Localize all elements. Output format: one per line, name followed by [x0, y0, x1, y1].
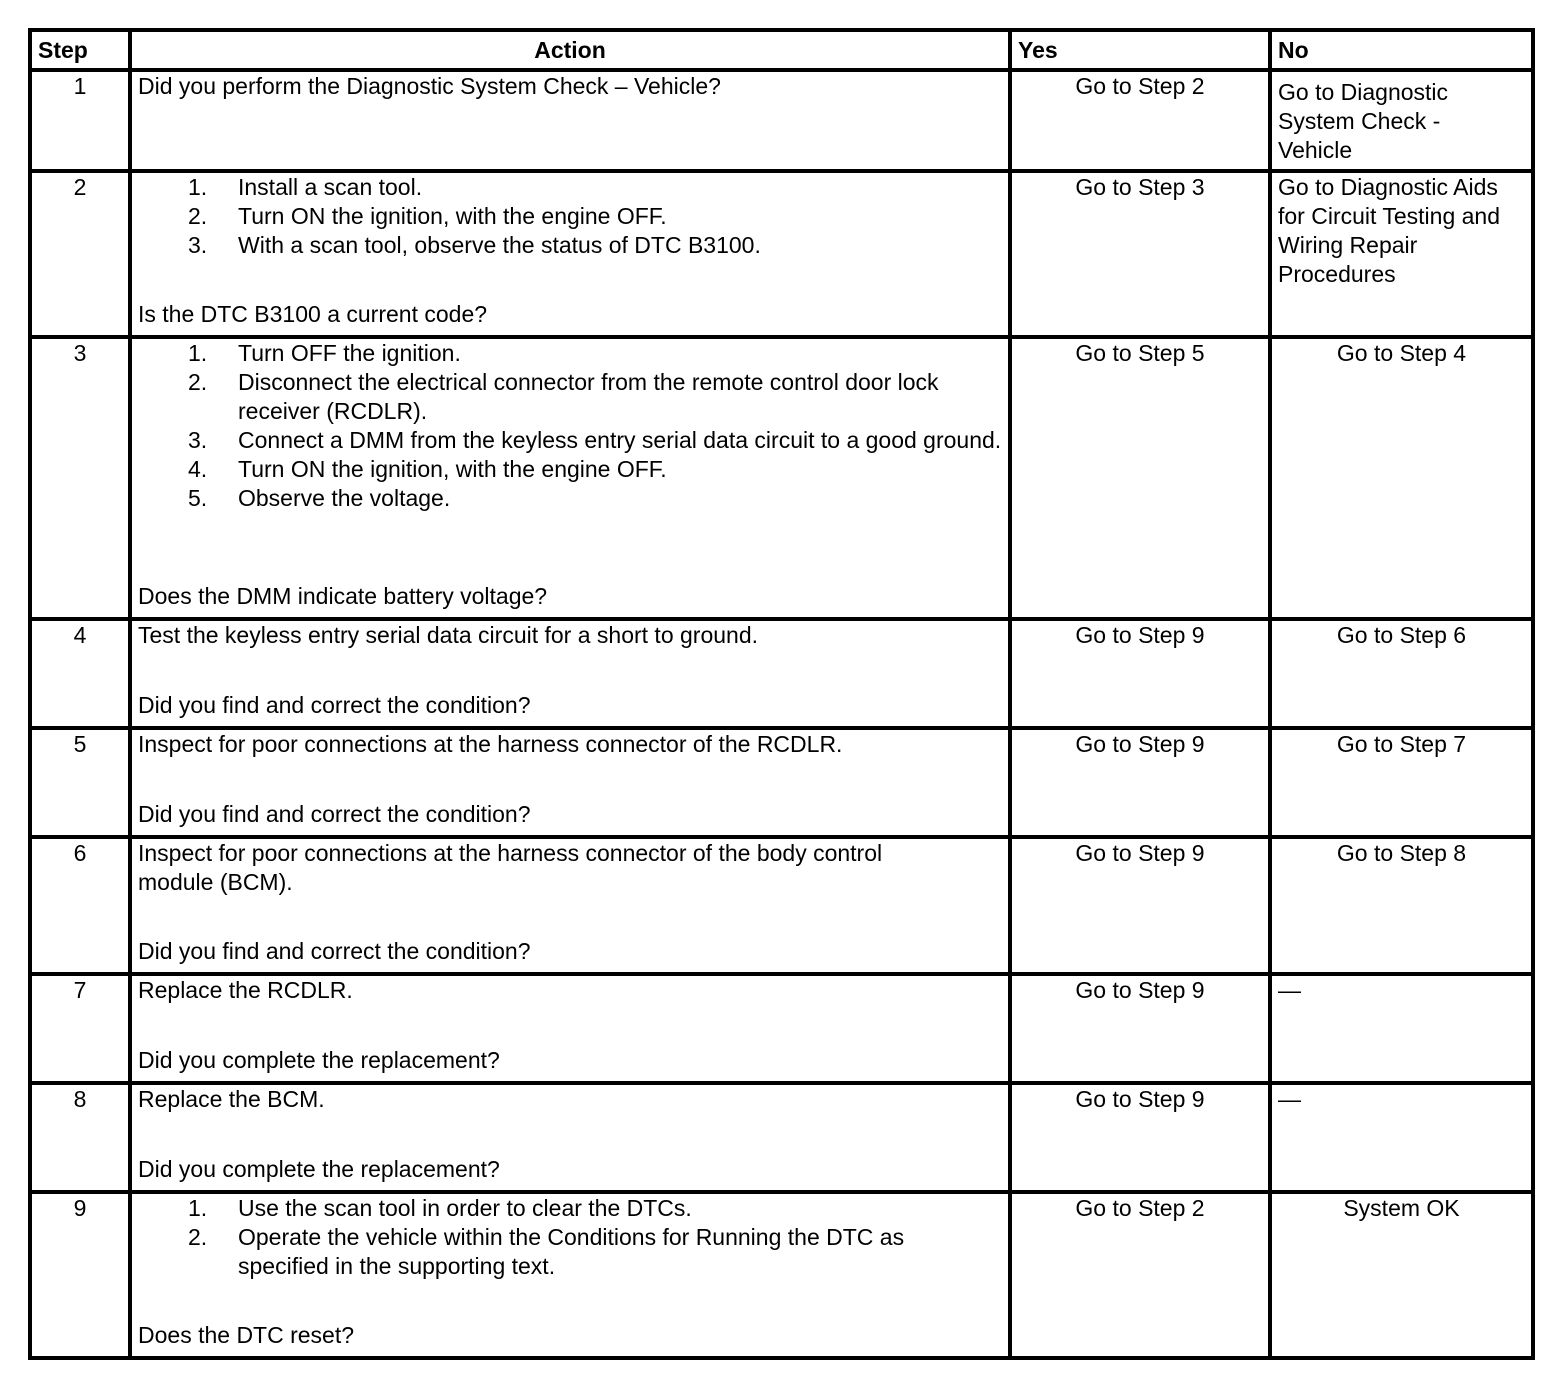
table-row-step-7 [30, 974, 1533, 1083]
header-no: No [1270, 30, 1533, 70]
no-cell: — [1270, 974, 1533, 1083]
no-cell: Go to Step 6 [1270, 619, 1533, 728]
instruction-item: 4. Turn ON the ignition, with the engine OFF. [188, 456, 667, 482]
action-cell [130, 837, 1010, 974]
table-row-step-9 [30, 1192, 1533, 1358]
instruction-item: 1. Install a scan tool. [188, 174, 423, 200]
step-number: 8 [30, 1083, 130, 1192]
table-row-step-4 [30, 619, 1533, 728]
no-cell: Go to Step 8 [1270, 837, 1533, 974]
action-cell [130, 337, 1010, 619]
instruction-list [138, 173, 1002, 260]
step-number: 5 [30, 728, 130, 837]
action-instruction: Test the keyless entry serial data circuit for a short to ground. [138, 622, 759, 648]
action-cell [130, 619, 1010, 728]
action-cell [130, 171, 1010, 337]
yes-cell: Go to Step 3 [1010, 171, 1270, 337]
no-cell: Go to Step 4 [1270, 337, 1533, 619]
action-instruction: Inspect for poor connections at the harness connector of the body control module (BCM). [138, 840, 883, 895]
action-instruction: Replace the RCDLR. [138, 977, 353, 1003]
action-question: Did you complete the replacement? [138, 1047, 500, 1073]
yes-cell: Go to Step 5 [1010, 337, 1270, 619]
table-header-row [30, 30, 1533, 70]
yes-cell: Go to Step 9 [1010, 974, 1270, 1083]
instruction-item: 2. Turn ON the ignition, with the engine OFF. [188, 203, 667, 229]
instruction-item: 1. Turn OFF the ignition. [188, 340, 461, 366]
header-yes: Yes [1010, 30, 1270, 70]
step-number: 9 [30, 1192, 130, 1358]
action-cell [130, 974, 1010, 1083]
action-question: Did you find and correct the condition? [138, 938, 531, 964]
action-instruction: Inspect for poor connections at the harness connector of the RCDLR. [138, 731, 843, 757]
instruction-item: 3. Connect a DMM from the keyless entry serial data circuit to a good ground. [188, 427, 1002, 453]
no-cell: — [1270, 1083, 1533, 1192]
step-number: 1 [30, 70, 130, 171]
table-row-step-6 [30, 837, 1533, 974]
yes-cell: Go to Step 9 [1010, 837, 1270, 974]
action-cell [130, 1083, 1010, 1192]
action-cell [130, 1192, 1010, 1358]
instruction-item: 3. With a scan tool, observe the status of DTC B3100. [188, 232, 761, 258]
no-cell: Go to Diagnostic Aids for Circuit Testing and Wiring Repair Procedures [1270, 171, 1533, 337]
yes-cell: Go to Step 2 [1010, 70, 1270, 171]
action-question: Is the DTC B3100 a current code? [138, 301, 488, 327]
no-cell: Go to Diagnostic System Check - Vehicle [1270, 70, 1533, 171]
table-row-step-1 [30, 70, 1533, 171]
table-row-step-5 [30, 728, 1533, 837]
step-number: 3 [30, 337, 130, 619]
diagnostic-table [28, 28, 1535, 1360]
action-question: Does the DMM indicate battery voltage? [138, 583, 548, 609]
table-row-step-3 [30, 337, 1533, 619]
yes-cell: Go to Step 2 [1010, 1192, 1270, 1358]
action-question: Did you perform the Diagnostic System Check – Vehicle? [138, 73, 721, 99]
instruction-item: 2. Operate the vehicle within the Conditions for Running the DTC as specified in the supporting text. [188, 1224, 905, 1279]
action-cell [130, 728, 1010, 837]
table-row-step-2 [30, 171, 1533, 337]
step-number: 4 [30, 619, 130, 728]
table-row-step-8 [30, 1083, 1533, 1192]
yes-cell: Go to Step 9 [1010, 619, 1270, 728]
action-question: Does the DTC reset? [138, 1322, 355, 1348]
instruction-item: 5. Observe the voltage. [188, 485, 451, 511]
action-question: Did you find and correct the condition? [138, 692, 531, 718]
instruction-item: 1. Use the scan tool in order to clear the DTCs. [188, 1195, 692, 1221]
action-question: Did you complete the replacement? [138, 1156, 500, 1182]
step-number: 6 [30, 837, 130, 974]
step-number: 7 [30, 974, 130, 1083]
action-question: Did you find and correct the condition? [138, 801, 531, 827]
header-step: Step [30, 30, 130, 70]
header-action: Action [130, 30, 1010, 70]
yes-cell: Go to Step 9 [1010, 728, 1270, 837]
action-instruction: Replace the BCM. [138, 1086, 325, 1112]
instruction-list [138, 339, 1002, 513]
yes-cell: Go to Step 9 [1010, 1083, 1270, 1192]
no-cell: System OK [1270, 1192, 1533, 1358]
action-cell [130, 70, 1010, 171]
step-number: 2 [30, 171, 130, 337]
instruction-item: 2. Disconnect the electrical connector from the remote control door lock receiver (RCDLR). [188, 369, 939, 424]
no-cell: Go to Step 7 [1270, 728, 1533, 837]
instruction-list [138, 1194, 1002, 1281]
